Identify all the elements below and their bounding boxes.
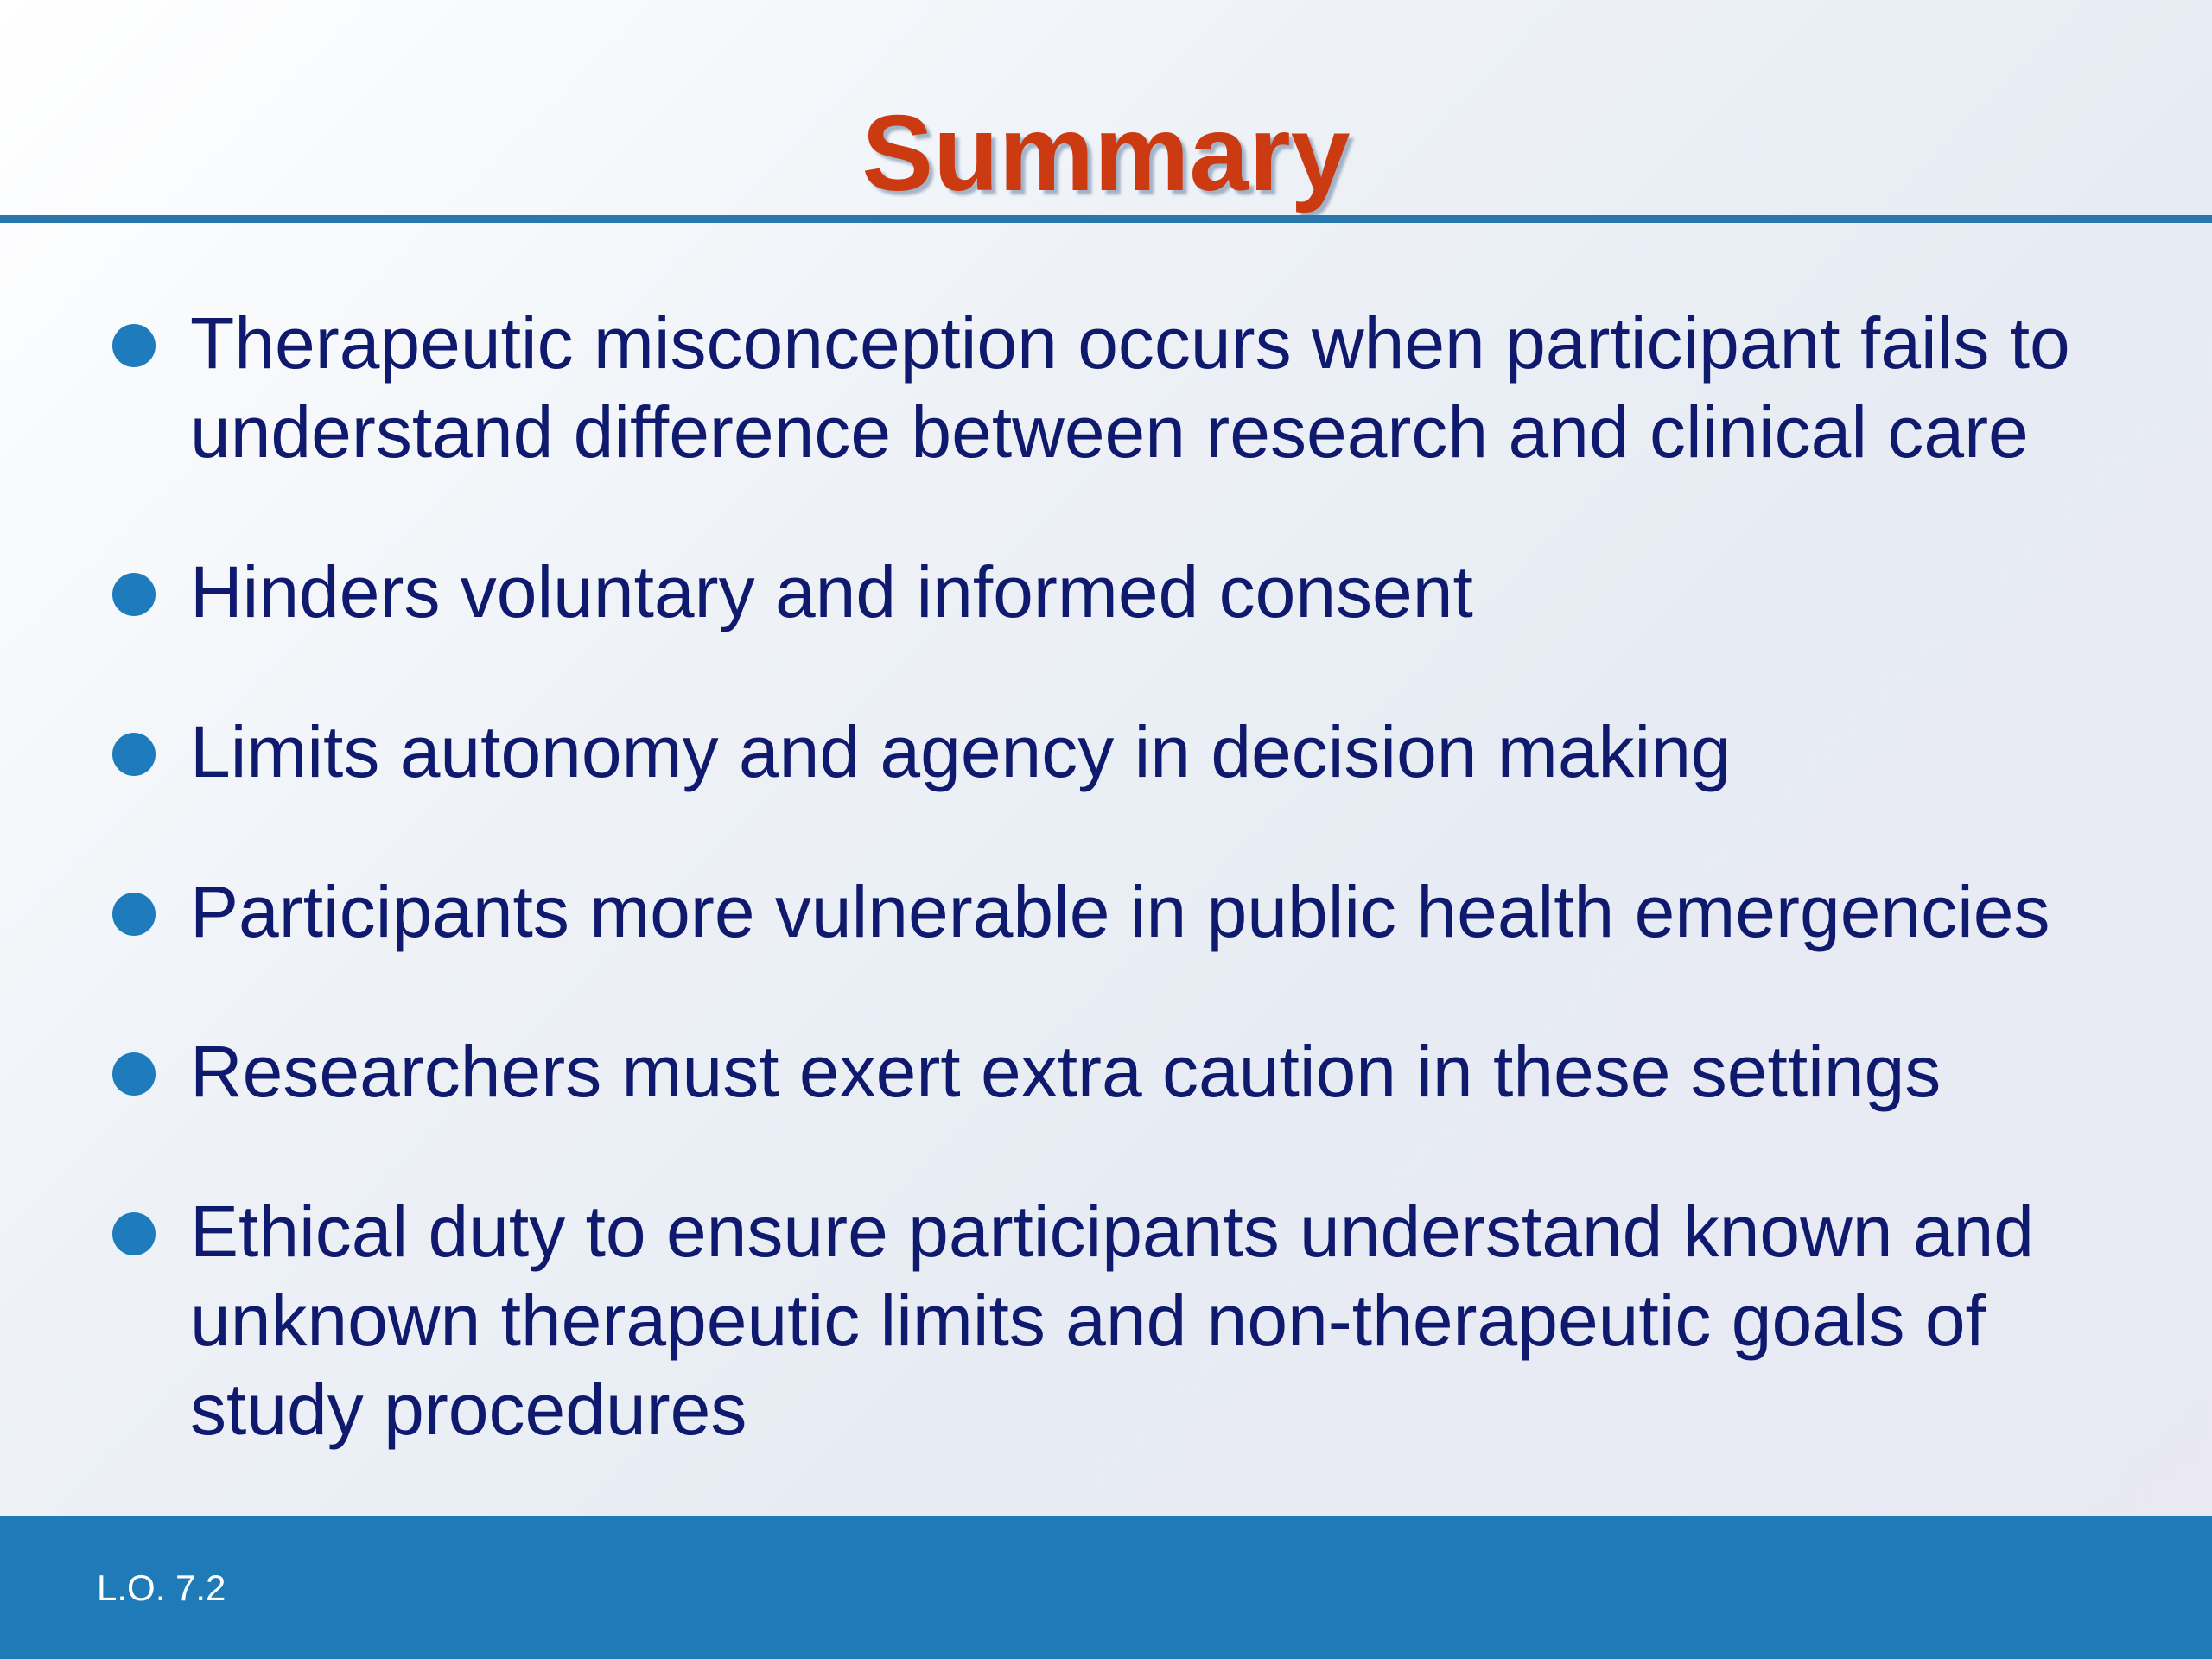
slide-title: Summary bbox=[861, 94, 1351, 213]
bullet-text: Limits autonomy and agency in decision making bbox=[190, 711, 1732, 792]
bullet-dot-icon bbox=[112, 1212, 156, 1255]
bullet-text: Ethical duty to ensure participants understand known and unknown therapeutic limits and non-therapeutic goals of study procedures bbox=[190, 1191, 2035, 1450]
bullet-dot-icon bbox=[112, 324, 156, 367]
bullet-text: Researchers must exert extra caution in these settings bbox=[190, 1031, 1942, 1112]
bullet-item bbox=[112, 299, 2126, 477]
bullet-text: Hinders voluntary and informed consent bbox=[190, 551, 1473, 632]
learning-objective-code: L.O. 7.2 bbox=[97, 1567, 226, 1608]
bullet-item bbox=[112, 1187, 2126, 1454]
bullet-item bbox=[112, 548, 2126, 637]
bullet-item bbox=[112, 1027, 2126, 1116]
title-divider bbox=[0, 215, 2212, 223]
bullet-dot-icon bbox=[112, 1052, 156, 1096]
bullet-dot-icon bbox=[112, 573, 156, 616]
bullet-text: Therapeutic misconception occurs when participant fails to understand difference between research and clinical care bbox=[190, 302, 2070, 473]
footer-bar bbox=[0, 1516, 2212, 1659]
bullet-text: Participants more vulnerable in public health emergencies bbox=[190, 871, 2050, 952]
bullet-list bbox=[112, 299, 2126, 1454]
bullet-dot-icon bbox=[112, 733, 156, 776]
bullet-item bbox=[112, 868, 2126, 957]
bullet-item bbox=[112, 708, 2126, 797]
bullet-dot-icon bbox=[112, 893, 156, 936]
